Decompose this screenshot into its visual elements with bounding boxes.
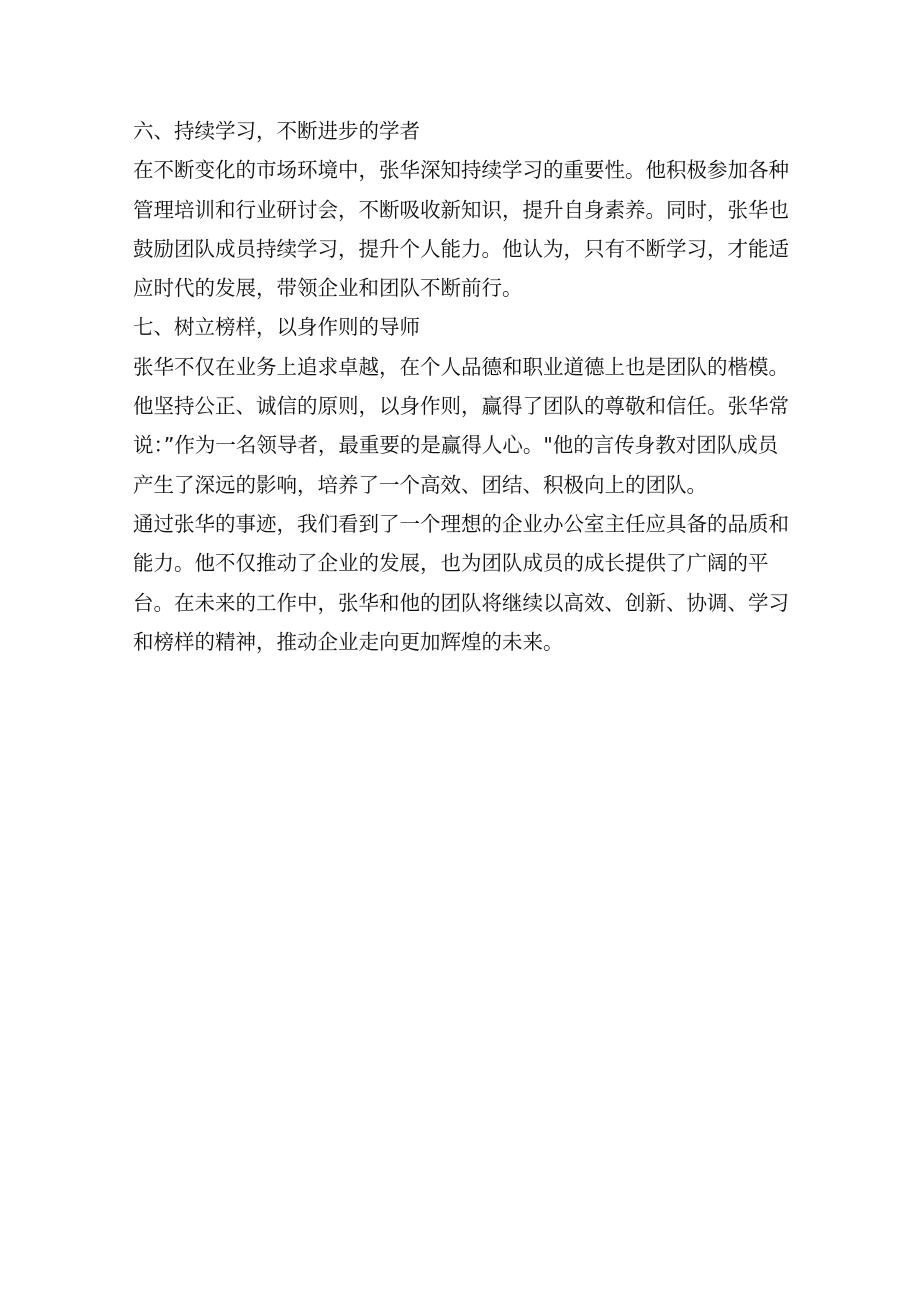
section-heading-six: 六、持续学习，不断进步的学者 [133, 119, 420, 143]
document-body [133, 112, 793, 662]
section-paragraph-six: 在不断变化的市场环境中，张华深知持续学习的重要性。他积极参加各种管理培训和行业研讨会，不断吸收新知识，提升自身素养。同时，张华也鼓励团队成员持续学习，提升个人能力。他认为，只有不断学习，才能适应时代的发展，带领企业和团队不断前行。 [133, 158, 789, 301]
conclusion-paragraph: 通过张华的事迹，我们看到了一个理想的企业办公室主任应具备的品质和能力。他不仅推动了企业的发展，也为团队成员的成长提供了广阔的平台。在未来的工作中，张华和他的团队将继续以高效、创新、协调、学习和榜样的精神，推动企业走向更加辉煌的未来。 [133, 511, 789, 654]
section-paragraph-seven: 张华不仅在业务上追求卓越，在个人品德和职业道德上也是团队的楷模。他坚持公正、诚信的原则，以身作则，赢得了团队的尊敬和信任。张华常说：”作为一名领导者，最重要的是赢得人心。"他的言传身教对团队成员产生了深远的影响，培养了一个高效、团结、积极向上的团队。 [133, 354, 789, 497]
section-heading-seven: 七、树立榜样，以身作则的导师 [133, 315, 420, 340]
